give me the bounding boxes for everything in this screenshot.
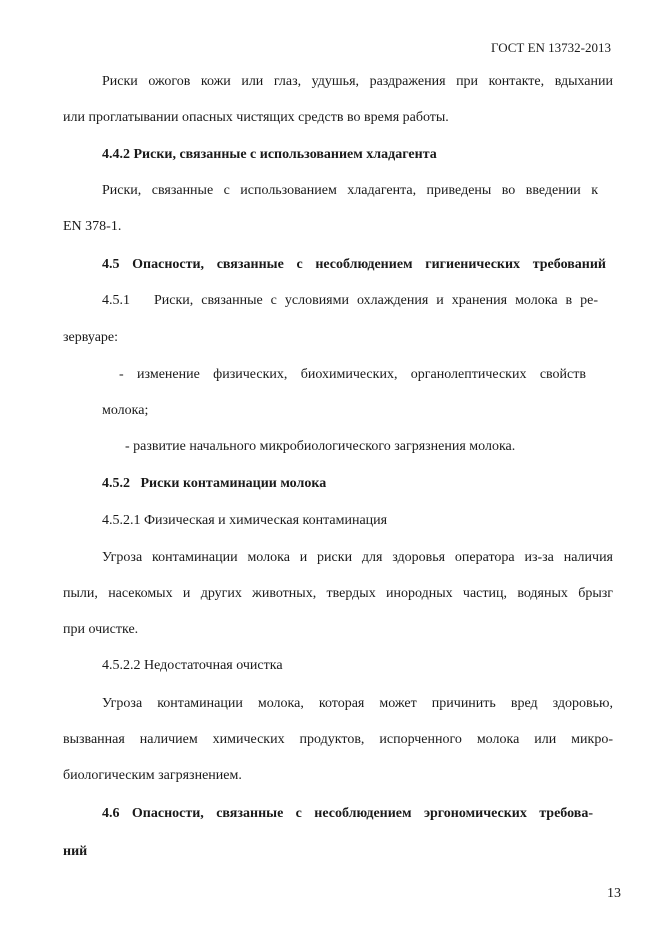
list-item-line: - развитие начального микробиологического загрязнения молока.: [125, 439, 516, 454]
paragraph-line: вызванная наличием химических продуктов, испорченного молока или микро-: [63, 732, 613, 747]
paragraph-line: пыли, насекомых и других животных, твердых инородных частиц, водяных брызг: [63, 586, 613, 601]
subsection-heading-4-5-2-1: 4.5.2.1 Физическая и химическая контаминация: [102, 513, 388, 528]
section-heading-4-6: 4.6 Опасности, связанные с несоблюдением эргономических требова-: [102, 806, 593, 821]
paragraph-line: зервуаре:: [63, 330, 119, 345]
paragraph-line: Риски, связанные с использованием хладагента, приведены во введении к: [102, 183, 598, 198]
paragraph-line: Угроза контаминации молока и риски для здоровья оператора из-за наличия: [102, 550, 613, 565]
paragraph-line: или проглатывании опасных чистящих средств во время работы.: [63, 110, 449, 125]
paragraph-line: EN 378-1.: [63, 219, 122, 234]
section-heading-4-6-continuation: ний: [63, 844, 88, 859]
standard-header: ГОСТ EN 13732-2013: [491, 40, 612, 55]
section-heading-4-5-2: 4.5.2 Риски контаминации молока: [102, 476, 327, 491]
list-item-line: - изменение физических, биохимических, органолептических свойств: [119, 367, 586, 382]
paragraph-line: Угроза контаминации молока, которая может причинить вред здоровью,: [102, 696, 613, 711]
subsection-heading-4-5-2-2: 4.5.2.2 Недостаточная очистка: [102, 658, 283, 673]
paragraph-line: 4.5.1 Риски, связанные с условиями охлаждения и хранения молока в ре-: [102, 293, 598, 308]
section-heading-4-4-2: 4.4.2 Риски, связанные с использованием хладагента: [102, 147, 437, 162]
paragraph-line: при очистке.: [63, 622, 139, 637]
paragraph-line: биологическим загрязнением.: [63, 768, 242, 783]
page-number: 13: [607, 886, 621, 901]
section-heading-4-5: 4.5 Опасности, связанные с несоблюдением гигиенических требований: [102, 257, 606, 272]
paragraph-line: Риски ожогов кожи или глаз, удушья, раздражения при контакте, вдыхании: [102, 74, 613, 89]
list-item-line: молока;: [102, 403, 149, 418]
